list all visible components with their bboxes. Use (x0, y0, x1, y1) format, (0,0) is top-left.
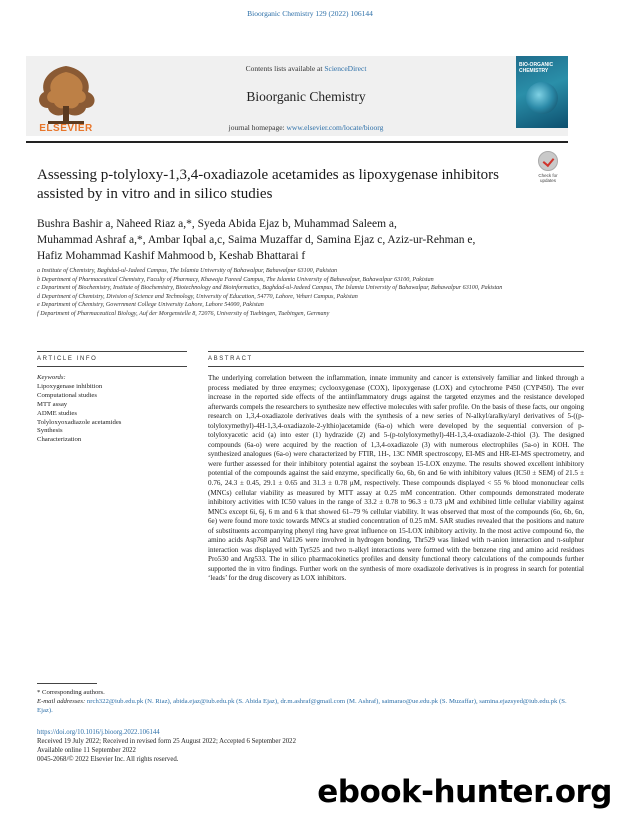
affiliation-c: c Department of Biochemistry, Institute of Biochemistry, Biotechnology and Bioinformatics, Baghdad-ul-Jadeed Campus, The Islamia University of Bahawalpur, Bahawalpur 63100, Pakistan (37, 285, 503, 292)
keyword-item: ADME studies (37, 409, 77, 417)
article-title: Assessing p-tolyloxy-1,3,4-oxadiazole acetamides as lipoxygenase inhibitors assisted by in vitro and in silico studies (37, 167, 499, 202)
corresponding-note: * Corresponding authors. (37, 689, 105, 696)
affiliation-d: d Department of Chemistry, Division of Science and Technology, University of Education, 54770, Lahore, Vehari Campus, Pakistan (37, 293, 358, 300)
homepage-prefix: journal homepage: (228, 123, 287, 132)
publication-info (37, 728, 437, 764)
affiliation-a: a Institute of Chemistry, Baghdad-ul-Jadeed Campus, The Islamia University of Bahawalpur, Bahawalpur 63100, Pakistan (37, 268, 338, 274)
affiliations (37, 267, 567, 319)
check-updates-icon (538, 151, 558, 171)
email-label: E-mail addresses: (37, 698, 87, 705)
contents-line (120, 64, 492, 73)
cover-title: BIO-ORGANIC CHEMISTRY (519, 62, 554, 74)
abstract-heading: ABSTRACT (208, 356, 253, 362)
authors-line-2: Muhammad Ashraf a,*, Ambar Iqbal a,c, Saima Muzaffar d, Samina Ejaz c, Aziz-ur-Rehman e, (37, 234, 476, 246)
abstract-rule-bottom (208, 366, 584, 367)
keyword-item: Computational studies (37, 391, 97, 399)
article-info-heading: ARTICLE INFO (37, 356, 98, 362)
check-updates-label: Check for updates (538, 173, 558, 183)
keywords-label: Keywords: (37, 374, 66, 381)
footnote-rule (37, 683, 97, 684)
affiliation-f: f Department of Pharmaceutical Biology, Auf der Morgenstelle 8, 72076, University of Tuebingen, Tuebingen, Germany (37, 310, 330, 317)
authors-line-3: Hafiz Mohammad Kashif Mahmood b, Keshab Bhattarai f (37, 250, 306, 262)
author-list (37, 216, 507, 264)
journal-reference-link[interactable]: Bioorganic Chemistry 129 (2022) 106144 (247, 9, 373, 18)
abstract-rule (208, 351, 584, 352)
keyword-item: Characterization (37, 436, 82, 444)
header-rule (26, 141, 568, 143)
received-dates: Received 19 July 2022; Received in revised form 25 August 2022; Accepted 6 September 2022 (37, 738, 296, 746)
keyword-item: Tolyloxyoxadiazole acetamides (37, 418, 122, 426)
article-info-rule (37, 351, 187, 352)
journal-cover-image (516, 56, 568, 128)
sciencedirect-link[interactable]: ScienceDirect (324, 64, 367, 73)
journal-title: Bioorganic Chemistry (246, 89, 366, 104)
contents-prefix: Contents lists available at (245, 64, 325, 73)
keyword-item: Synthesis (37, 427, 63, 435)
publisher-name: ELSEVIER (39, 123, 93, 134)
abstract-body: The underlying correlation between the inflammation, innate immunity and cancer is extensively familiar and linked through a process mediated by three enzymes; cyclooxygenase (COX), lipoxygenase (LOX) and cytochrome P450 (CYP450). The ever increase in the reported side effects of the antiinflammatory drugs against the targeted enzymes and the resistance developed afterwards compels the researchers to synthesize new effective molecules with safer profile. On the basis of these facts, our ongoing research on 1,3,4-oxadiazole derivatives deals with the synthesis of a new series of N-alkyl/aralky/aryl derivatives of 5-((p-tolyloxymethyl)-4H-1,3,4-oxadiazole-2-ylthio)acetamide (6a-o) which were developed by the sequential conversion of p-tolyloxyacetic acid (a) into ester (1) hydrazide (2) and 5-(p-tolyloxymethyl)-4H-1,3,4-oxadiazole-2-thiol (3). The designed compounds (6a-o) were acquired by the reaction of 1,3,4-oxadiazole (3) with numerous electrophiles (5a-o) in KOH. The synthesized analogues (6a-o) were characterized by FTIR, 1H-, 13C NMR spectroscopy, EI-MS and HR-EI-MS spectrometry, and were further assessed for their inhibitory potential against the soybean 15-LOX enzyme. The results showed excellent inhibitory potential of the compounds against the said enzyme, specifically 6o, 6b, 6n and 6e with inhibitory values (IC50 ± SEM) of 21.5 ± 0.76, 24.3 ± 0.45, 29.1 ± 0.65 and 31.3 ± 0.78 μM, respectively. These compounds displayed < 55 % blood mononuclear cells (MNCs) cellular viability as measured by MTT assay at 0.25 mM concentration. Other compounds demonstrated moderate inhibitory activities with IC50 values in the range of 33.2 ± 0.78 to 96.3 ± 0.73 μM and exhibited little cellular viability against MNCs except 6i, 6j, 6 m and 6 k that showed 61–79 % cellular viability. It was observed that most of the compounds (6o, 6b, 6n, 6e) were found more toxic towards MNCs at studied concentration of 0.25 mM. SAR studies revealed that the positions and nature of substituents accompanying phenyl ring have great influence on 15-LOX inhibitory activity. In the most active compound 6o, the amino acids Asp768 and Val126 were involved in hydrogen bonding, Thr529 was linked with π-anion interaction and π-sulphur interaction was displayed with Tyr525 and two π-alkyl interactions were formed with the benzene ring and amino acid residues Pro530 and Arg533. The in silico pharmacokinetics profiles and density functional theory calculations of the compounds further supported the in vitro findings. Further work on the synthesis of more oxadiazole derivatives is in progress in search for potential ‘leads’ for the drug discovery as LOX inhibitors. (208, 374, 584, 583)
journal-homepage-link[interactable]: www.elsevier.com/locate/bioorg (286, 123, 384, 132)
keyword-item: Lipoxygenase inhibition (37, 382, 103, 390)
email-addresses[interactable]: nrch322@iub.edu.pk (N. Riaz), abida.ejaz@iub.edu.pk (S. Abida Ejaz), dr.m.ashraf@gmail.com (M. Ashraf), saimarao@ue.edu.pk (S. Muzaffar), samina.ejazsyed@iub.edu.pk (S. Ejaz). (37, 698, 567, 714)
watermark-text: ebook-hunter.org (317, 774, 612, 810)
homepage-line (120, 123, 492, 132)
affiliation-b: b Department of Pharmaceutical Chemistry, Faculty of Pharmacy, Khawaja Fareed Campus, The Islamia University of Bahawalpur, Bahawalpur 63100, Pakistan (37, 276, 434, 283)
keywords-list (37, 374, 187, 445)
check-for-updates-button[interactable] (531, 151, 565, 187)
cover-art (526, 82, 558, 114)
footnotes (37, 688, 582, 715)
authors-line-1: Bushra Bashir a, Naheed Riaz a,*, Syeda Abida Ejaz b, Muhammad Saleem a, (37, 218, 397, 230)
available-online: Available online 11 September 2022 (37, 747, 136, 755)
affiliation-e: e Department of Chemistry, Government College University Lahore, Lahore 54000, Pakistan (37, 302, 264, 309)
email-note (37, 697, 582, 715)
doi-link[interactable]: https://doi.org/10.1016/j.bioorg.2022.106144 (37, 729, 160, 736)
article-info-rule-bottom (37, 366, 187, 367)
copyright: 0045-2068/© 2022 Elsevier Inc. All rights reserved. (37, 756, 179, 764)
keyword-item: MTT assay (37, 400, 68, 408)
